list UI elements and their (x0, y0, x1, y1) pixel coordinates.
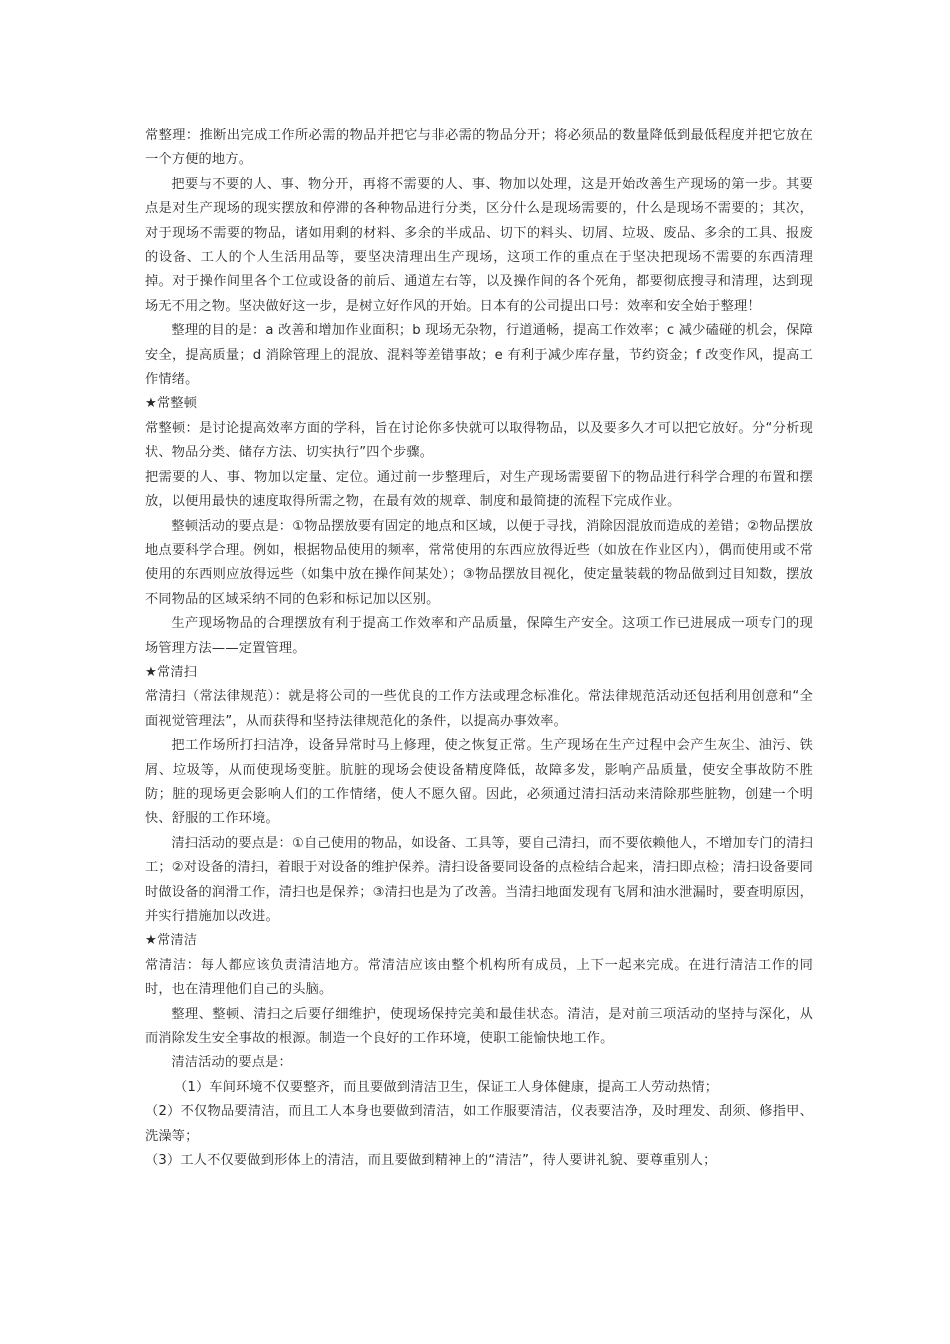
list-item-3: （3）工人不仅要做到形体上的清洁，而且要做到精神上的“清洁”，待人要讲礼貌、要尊重别人； (145, 1153, 717, 1169)
list-item-1: （1）车间环境不仅要整齐，而且要做到清洁卫生，保证工人身体健康，提高工人劳动热情； (174, 1079, 719, 1095)
paragraph-seiri-definition: 常整理：推断出完成工作所必需的物品并把它与非必需的物品分开；将必须品的数量降低到最低程度并把它放在一个方便的地方。 (145, 128, 813, 168)
paragraph-seiso-key-points: 清扫活动的要点是：①自己使用的物品，如设备、工具等，要自己清扫，而不要依赖他人，不增加专门的清扫工；②对设备的清扫，着眼于对设备的维护保养。清扫设备要同设备的点检结合起来，清扫即点检；清扫设备要同时做设备的润滑工作，清扫也是保养；③清扫也是为了改善。当清扫地面发现有飞屑和油水泄漏时，要查明原因，并实行措施加以改进。 (145, 835, 814, 924)
section-heading-seiton: ★常整顿 (145, 396, 198, 412)
paragraph-seiton-benefit: 生产现场物品的合理摆放有利于提高工作效率和产品质量，保障生产安全。这项工作已进展成一项专门的现场管理方法——定置管理。 (145, 616, 813, 656)
paragraph-seiton-key-points: 整顿活动的要点是：①物品摆放要有固定的地点和区域，以便于寻找，消除因混放而造成的差错；②物品摆放地点要科学合理。例如，根据物品使用的频率，常常使用的东西应放得近些（如放在作业区内），偶而使用或不常使用的东西则应放得远些（如集中放在操作间某处）；③物品摆放目视化，使定量装载的物品做到过目知数，摆放不同物品的区域采纳不同的色彩和标记加以区别。 (145, 518, 813, 607)
paragraph-seiton-definition: 常整顿：是讨论提高效率方面的学科，旨在讨论你多快就可以取得物品，以及要多久才可以把它放好。分“分析现状、物品分类、储存方法、切实执行”四个步骤。 (145, 420, 813, 461)
paragraph-seiso-explanation: 把工作场所打扫洁净，设备异常时马上修理，使之恢复正常。生产现场在生产过程中会产生灰尘、油污、铁屑、垃圾等，从而使现场变脏。肮脏的现场会使设备精度降低，故障多发，影响产品质量，使安全事故防不胜防；脏的现场更会影响人们的工作情绪，使人不愿久留。因此，必须通过清扫活动来清除那些脏物，创建一个明快、舒服的工作环境。 (145, 738, 813, 827)
list-item-2: （2）不仅物品要清洁，而且工人本身也要做到清洁，如工作服要清洁，仪表要洁净，及时理发、刮须、修指甲、洗澡等； (145, 1104, 813, 1144)
paragraph-seiton-method: 把需要的人、事、物加以定量、定位。通过前一步整理后，对生产现场需要留下的物品进行科学合理的布置和摆放，以便用最快的速度取得所需之物，在最有效的规章、制度和最简捷的流程下完成作业。 (145, 469, 813, 510)
document-body (145, 124, 813, 1173)
section-heading-seiso: ★常清扫 (145, 664, 198, 680)
section-heading-seiketsu: ★常清洁 (145, 933, 198, 949)
paragraph-seiri-explanation: 把要与不要的人、事、物分开，再将不需要的人、事、物加以处理，这是开始改善生产现场的第一步。其要点是对生产现场的现实摆放和停滞的各种物品进行分类，区分什么是现场需要的，什么是现场不需要的；其次，对于现场不需要的物品，诸如用剩的材料、多余的半成品、切下的料头、切屑、垃圾、废品、多余的工具、报废的设备、工人的个人生活用品等，要坚决清理出生产现场，这项工作的重点在于坚决把现场不需要的东西清理掉。对于操作间里各个工位或设备的前后、通道左右等，以及操作间的各个死角，都要彻底搜寻和清理，达到现场无不用之物。坚决做好这一步，是树立好作风的开始。日本有的公司提出口号：效率和安全始于整理！ (145, 176, 813, 314)
paragraph-seiketsu-definition: 常清洁：每人都应该负责清洁地方。常清洁应该由整个机构所有成员，上下一起来完成。在进行清洁工作的同时，也在清理他们自己的头脑。 (145, 957, 813, 998)
paragraph-seiri-purpose: 整理的目的是：a 改善和增加作业面积；b 现场无杂物，行道通畅，提高工作效率；c 减少磕碰的机会，保障安全，提高质量；d 消除管理上的混放、混料等差错事故；e 有利于减少库存量，节约资金；f 改变作风，提高工作情绪。 (145, 323, 813, 388)
paragraph-seiketsu-key-points-intro: 清洁活动的要点是： (171, 1055, 292, 1071)
paragraph-seiso-definition: 常清扫（常法律规范）：就是将公司的一些优良的工作方法或理念标准化。常法律规范活动还包括利用创意和“全面视觉管理法”，从而获得和坚持法律规范化的条件，以提高办事效率。 (145, 689, 813, 729)
paragraph-seiketsu-explanation: 整理、整顿、清扫之后要仔细维护，使现场保持完美和最佳状态。清洁，是对前三项活动的坚持与深化，从而消除发生安全事故的根源。制造一个良好的工作环境，使职工能愉快地工作。 (145, 1006, 813, 1047)
